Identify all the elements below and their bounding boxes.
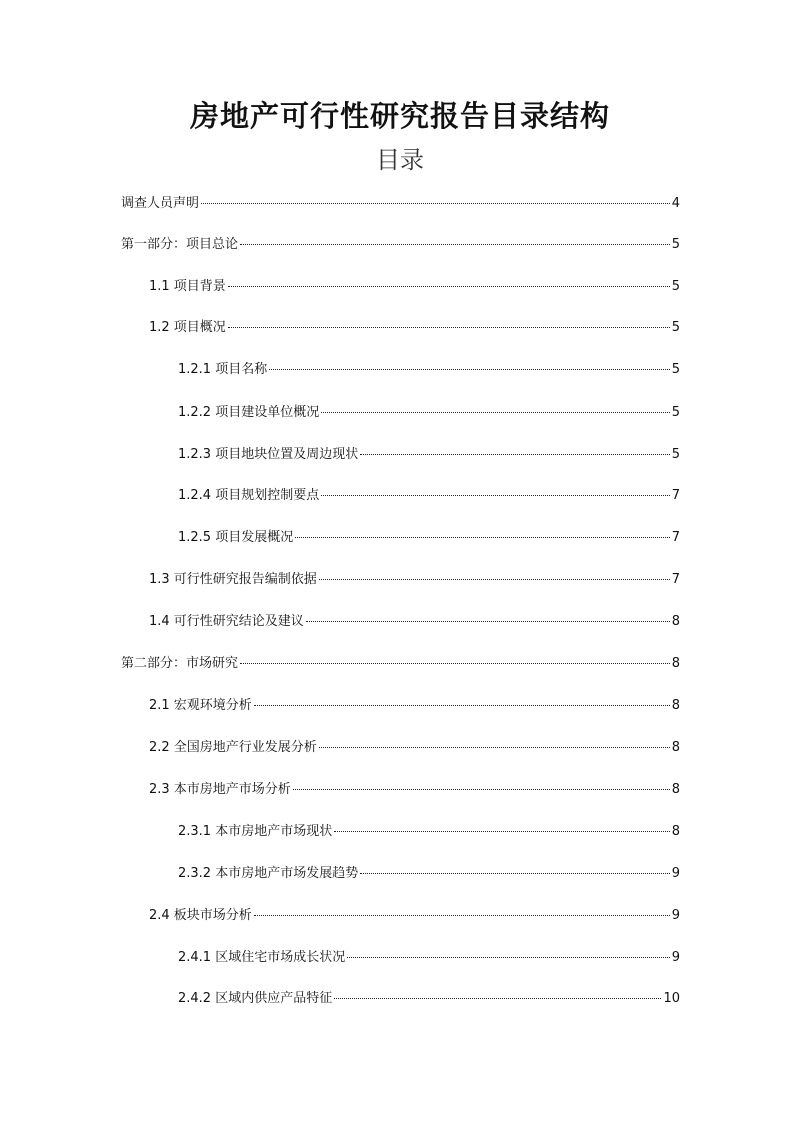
toc-entry-label: 2.4.1 区域住宅市场成长状况 (178, 950, 346, 965)
toc-heading: 目录 (376, 146, 424, 174)
toc-entry[interactable] (149, 571, 680, 589)
toc-page-number: 9 (671, 908, 680, 923)
toc-entry[interactable] (178, 487, 680, 505)
toc-dot-leader (334, 998, 661, 999)
toc-page-number: 5 (671, 447, 680, 462)
document-title: 房地产可行性研究报告目录结构 (189, 99, 610, 133)
toc-page-number: 10 (663, 991, 680, 1006)
toc-dot-leader (321, 495, 670, 496)
toc-page-number: 8 (671, 740, 680, 755)
toc-dot-leader (360, 454, 670, 455)
toc-entry-label: 2.3.1 本市房地产市场现状 (178, 824, 333, 839)
toc-entry[interactable] (178, 865, 680, 883)
toc-page-number: 7 (671, 530, 680, 545)
toc-entry-label: 2.4.2 区域内供应产品特征 (178, 991, 333, 1006)
toc-entry-label: 1.2.5 项目发展概况 (178, 530, 294, 545)
toc-entry-label: 2.3 本市房地产市场分析 (149, 782, 291, 797)
toc-dot-leader (306, 621, 670, 622)
toc-entry[interactable] (178, 823, 680, 841)
toc-dot-leader (240, 244, 670, 245)
toc-page-number: 9 (671, 950, 680, 965)
toc-page-number: 5 (671, 362, 680, 377)
toc-page-number: 4 (671, 196, 680, 211)
toc-entry[interactable] (149, 907, 680, 925)
toc-dot-leader (254, 705, 670, 706)
toc-entry-label: 1.2 项目概况 (149, 320, 226, 335)
toc-dot-leader (295, 537, 670, 538)
toc-page-number: 7 (671, 488, 680, 503)
toc-page-number: 5 (671, 405, 680, 420)
toc-dot-leader (228, 286, 670, 287)
toc-dot-leader (293, 789, 670, 790)
toc-entry-label: 2.3.2 本市房地产市场发展趋势 (178, 866, 359, 881)
toc-dot-leader (240, 663, 670, 664)
toc-entry[interactable] (121, 195, 680, 213)
toc-entry-label: 1.4 可行性研究结论及建议 (149, 614, 304, 629)
toc-entry[interactable] (178, 404, 680, 422)
toc-dot-leader (319, 579, 670, 580)
toc-entry[interactable] (149, 739, 680, 757)
toc-entry-label: 1.2.1 项目名称 (178, 362, 268, 377)
toc-page-number: 9 (671, 866, 680, 881)
toc-entry[interactable] (149, 781, 680, 799)
toc-entry-label: 第二部分：市场研究 (121, 656, 239, 671)
toc-entry[interactable] (178, 949, 680, 967)
toc-dot-leader (321, 412, 670, 413)
toc-page-number: 5 (671, 320, 680, 335)
toc-entry[interactable] (178, 529, 680, 547)
toc-entry[interactable] (178, 361, 680, 379)
toc-entry-label: 第一部分：项目总论 (121, 237, 239, 252)
toc-dot-leader (269, 369, 670, 370)
toc-page-number: 8 (671, 824, 680, 839)
toc-entry[interactable] (121, 236, 680, 254)
toc-dot-leader (347, 957, 670, 958)
toc-entry-label: 1.3 可行性研究报告编制依据 (149, 572, 317, 587)
toc-dot-leader (360, 873, 670, 874)
toc-entry[interactable] (178, 446, 680, 464)
toc-entry-label: 1.2.3 项目地块位置及周边现状 (178, 447, 359, 462)
toc-page-number: 8 (671, 782, 680, 797)
toc-entry-label: 调查人员声明 (121, 196, 200, 211)
toc-entry-label: 2.4 板块市场分析 (149, 908, 252, 923)
toc-dot-leader (319, 747, 670, 748)
toc-entry-label: 1.2.2 项目建设单位概况 (178, 405, 320, 420)
toc-entry[interactable] (149, 278, 680, 296)
toc-page-number: 5 (671, 279, 680, 294)
toc-page-number: 8 (671, 656, 680, 671)
toc-dot-leader (334, 831, 670, 832)
toc-dot-leader (254, 915, 670, 916)
toc-entry-label: 1.1 项目背景 (149, 279, 226, 294)
toc-page-number: 5 (671, 237, 680, 252)
toc-entry[interactable] (149, 613, 680, 631)
toc-dot-leader (201, 203, 670, 204)
toc-page-number: 7 (671, 572, 680, 587)
toc-dot-leader (228, 327, 670, 328)
toc-page-number: 8 (671, 614, 680, 629)
toc-entry[interactable] (149, 319, 680, 337)
toc-page-number: 8 (671, 698, 680, 713)
toc-entry-label: 1.2.4 项目规划控制要点 (178, 488, 320, 503)
toc-entry[interactable] (149, 697, 680, 715)
toc-entry-label: 2.2 全国房地产行业发展分析 (149, 740, 317, 755)
toc-entry[interactable] (178, 990, 680, 1008)
toc-entry[interactable] (121, 655, 680, 673)
toc-entry-label: 2.1 宏观环境分析 (149, 698, 252, 713)
